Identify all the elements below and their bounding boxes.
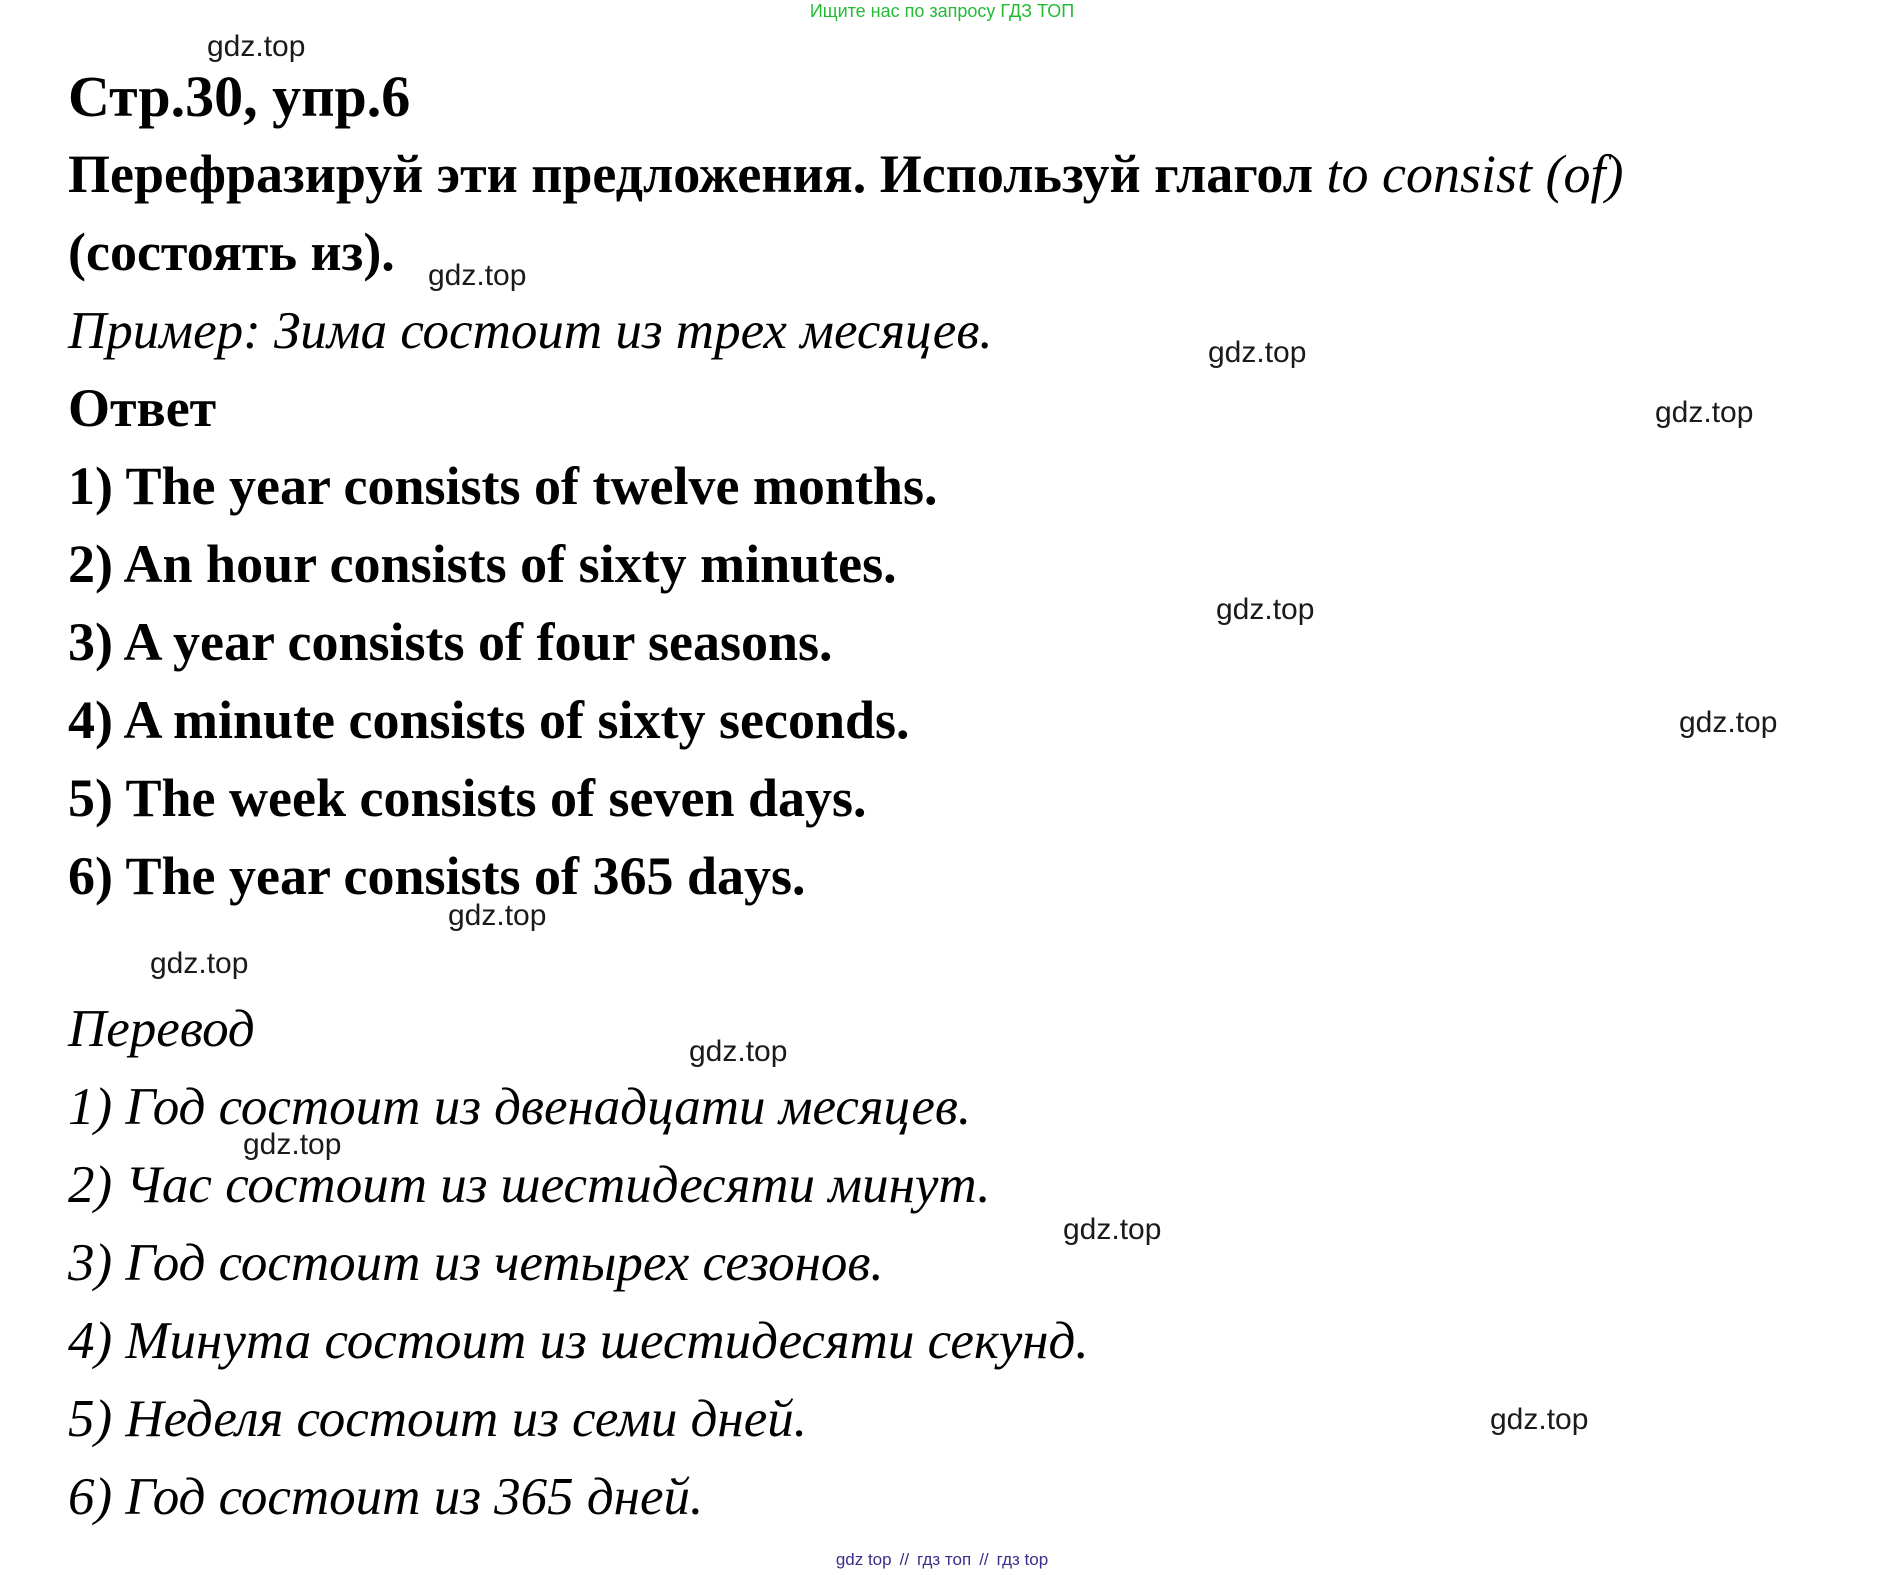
watermark: gdz.top xyxy=(448,899,547,932)
answer-heading: Ответ xyxy=(68,378,217,438)
translation-item: 4) Минута состоит из шестидесяти секунд. xyxy=(68,1312,1089,1370)
translation-item: 6) Год состоит из 365 дней. xyxy=(68,1468,704,1526)
footer-separator: // xyxy=(899,1550,910,1569)
top-banner: Ищите нас по запросу ГДЗ ТОП xyxy=(809,1,1075,21)
answer-item: 4) A minute consists of sixty seconds. xyxy=(68,690,910,750)
watermark: gdz.top xyxy=(1490,1403,1589,1436)
task-instruction-text: Перефразируй эти предложения. Используй глагол xyxy=(68,144,1327,204)
answer-item: 6) The year consists of 365 days. xyxy=(68,846,806,906)
example-sentence: Пример: Зима состоит из трех месяцев. xyxy=(68,302,993,360)
translation-item: 2) Час состоит из шестидесяти минут. xyxy=(68,1156,991,1214)
task-instruction-line-2: (состоять из). xyxy=(68,222,395,282)
footer-link[interactable]: гдз топ xyxy=(917,1550,972,1569)
answer-item: 5) The week consists of seven days. xyxy=(68,768,867,828)
watermark: gdz.top xyxy=(1216,593,1315,626)
answer-item: 1) The year consists of twelve months. xyxy=(68,456,938,516)
watermark: gdz.top xyxy=(1063,1213,1162,1246)
translation-item: 5) Неделя состоит из семи дней. xyxy=(68,1390,807,1448)
task-instruction-term: to consist (of) xyxy=(1326,144,1624,204)
answer-item: 2) An hour consists of sixty minutes. xyxy=(68,534,897,594)
translation-heading: Перевод xyxy=(68,1000,255,1058)
footer-link[interactable]: гдз top xyxy=(996,1550,1049,1569)
footer-separator: // xyxy=(979,1550,989,1569)
task-instruction-line-1 xyxy=(68,135,1624,213)
watermark: gdz.top xyxy=(1679,706,1778,739)
watermark: gdz.top xyxy=(1655,396,1754,429)
watermark: gdz.top xyxy=(428,259,527,292)
footer-links xyxy=(0,1549,1884,1571)
watermark: gdz.top xyxy=(1208,336,1307,369)
translation-item: 3) Год состоит из четырех сезонов. xyxy=(68,1234,884,1292)
page-title: Стр.30, упр.6 xyxy=(68,64,411,129)
watermark: gdz.top xyxy=(207,30,306,63)
watermark: gdz.top xyxy=(243,1128,342,1161)
watermark: gdz.top xyxy=(689,1035,788,1068)
watermark: gdz.top xyxy=(150,947,249,980)
footer-link[interactable]: gdz top xyxy=(835,1550,892,1569)
answer-item: 3) A year consists of four seasons. xyxy=(68,612,833,672)
translation-item: 1) Год состоит из двенадцати месяцев. xyxy=(68,1078,972,1136)
